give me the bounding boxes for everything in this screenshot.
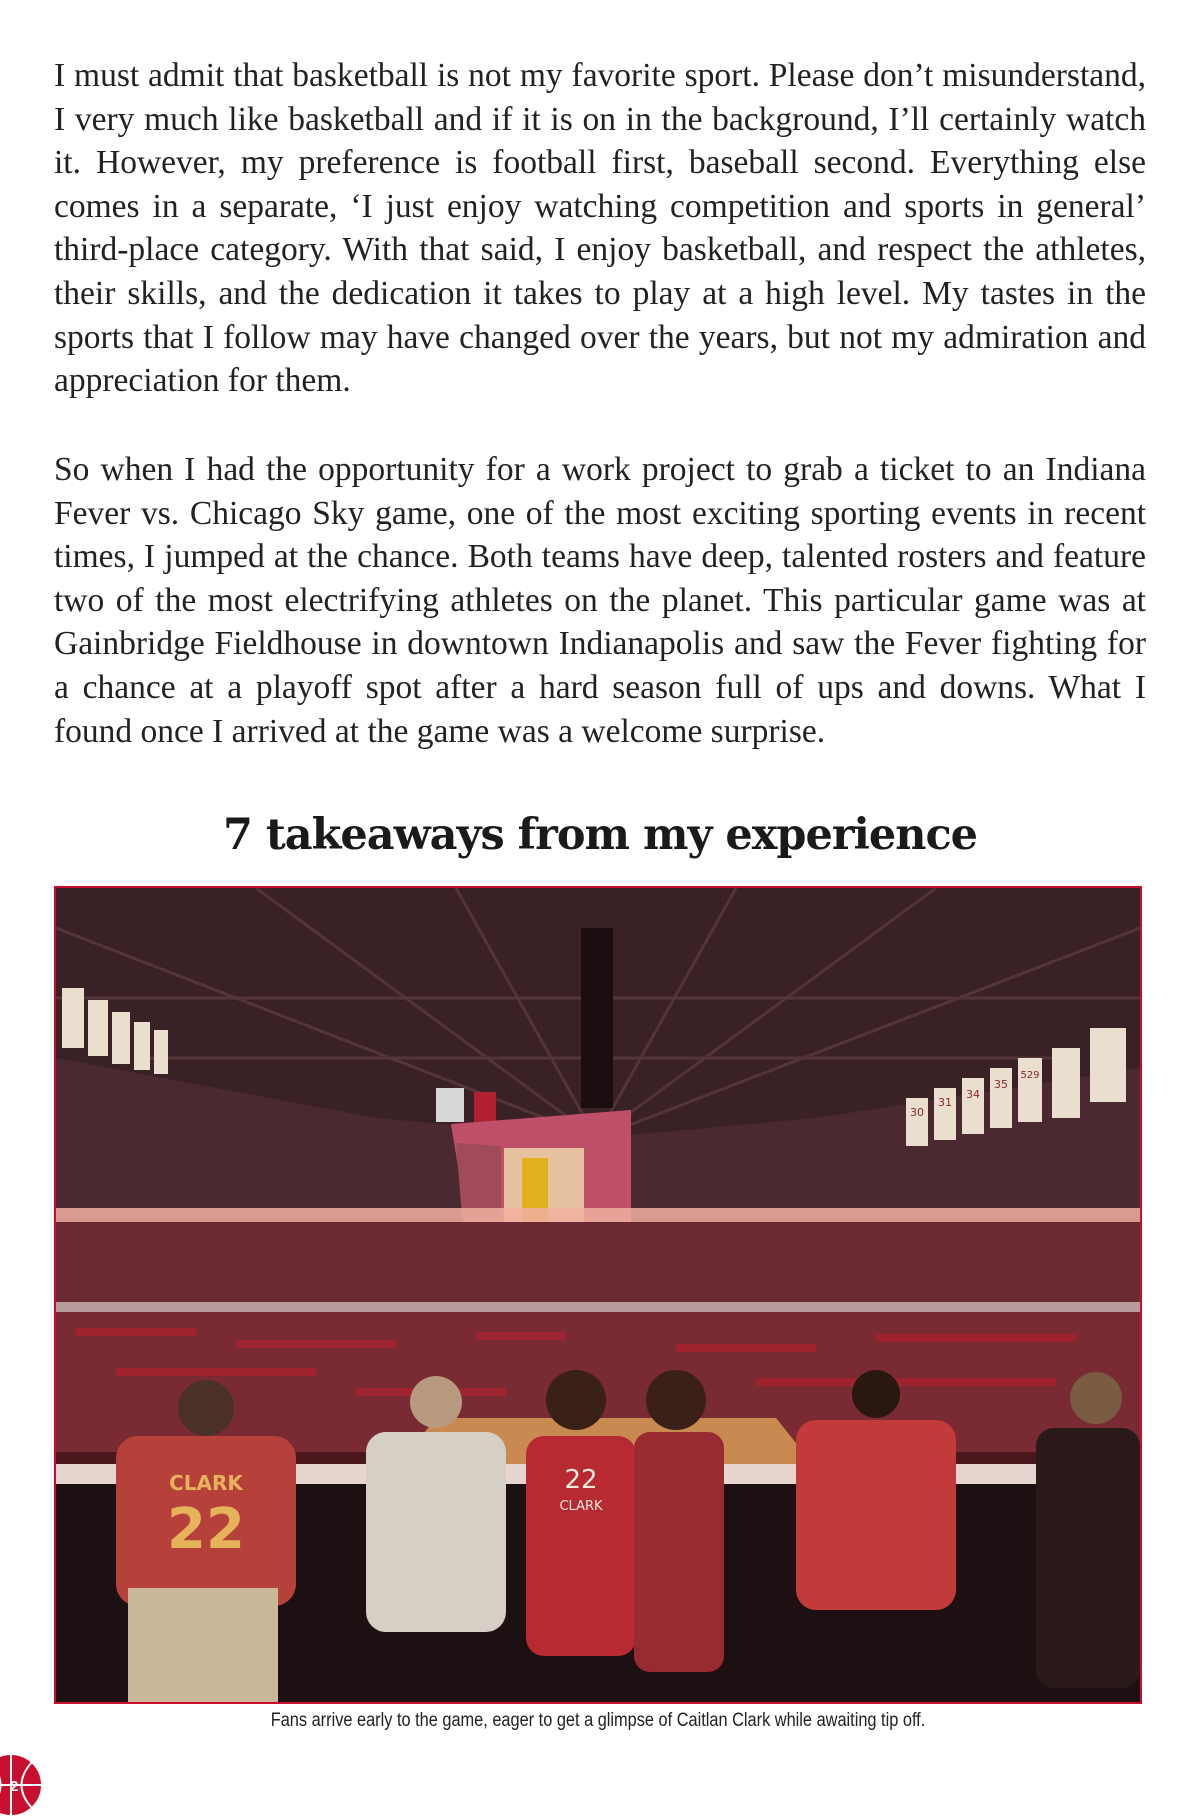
section-heading: 7 takeaways from my experience [223,810,977,860]
ribbon-board [56,1302,1140,1312]
ring-lights [56,1208,1140,1222]
article-paragraph-1: I must admit that basketball is not my favorite sport. Please don’t misunderstand, I very much like basketball and if it is on in the background, I’ll certainly watch it. However, my preference is football first, baseball second. Everything else comes in a separate, ‘I just enjoy watching competition and sports in general’ third-place category. With that said, I enjoy basketball, and respect the athletes, their skills, and the dedication it takes to play at a high level. My tastes in the sports that I follow may have changed over the years, but not my admiration and appreciation for them. [54,57,1146,400]
article-paragraph-2: So when I had the opportunity for a work project to grab a ticket to an Indiana Fever vs. Chicago Sky game, one of the most exciting sporting events in recent times, I jumped at the chance. Both teams have deep, talented rosters and feature two of the most electrifying athletes on the planet. This particular game was at Gainbridge Fieldhouse in downtown Indianapolis and saw the Fever fighting for a chance at a playoff spot after a hard season full of ups and downs. What I found once I arrived at the game was a welcome surprise. [54,451,1146,750]
banner-number: 31 [938,1096,952,1109]
page-number: 2 [10,1778,19,1795]
jersey-number-2: 22 [564,1465,598,1495]
banner-number: 34 [966,1088,980,1101]
banner-number: 30 [910,1106,924,1119]
banner-number: 529 [1020,1070,1040,1081]
arena-photo [54,886,1142,1704]
flag [436,1088,464,1122]
arena-illustration [56,888,1140,1702]
jersey-name-2: CLARK [559,1499,603,1514]
banner-number: 35 [994,1078,1008,1091]
basketball-icon [0,1752,44,1818]
jersey-number: 22 [167,1497,245,1562]
photo-caption: Fans arrive early to the game, eager to get a glimpse of Caitlan Clark while awaiting tip off. [270,1710,926,1731]
middle-stands [56,1222,1140,1302]
jersey-name: CLARK [169,1471,243,1495]
flag [474,1092,496,1122]
